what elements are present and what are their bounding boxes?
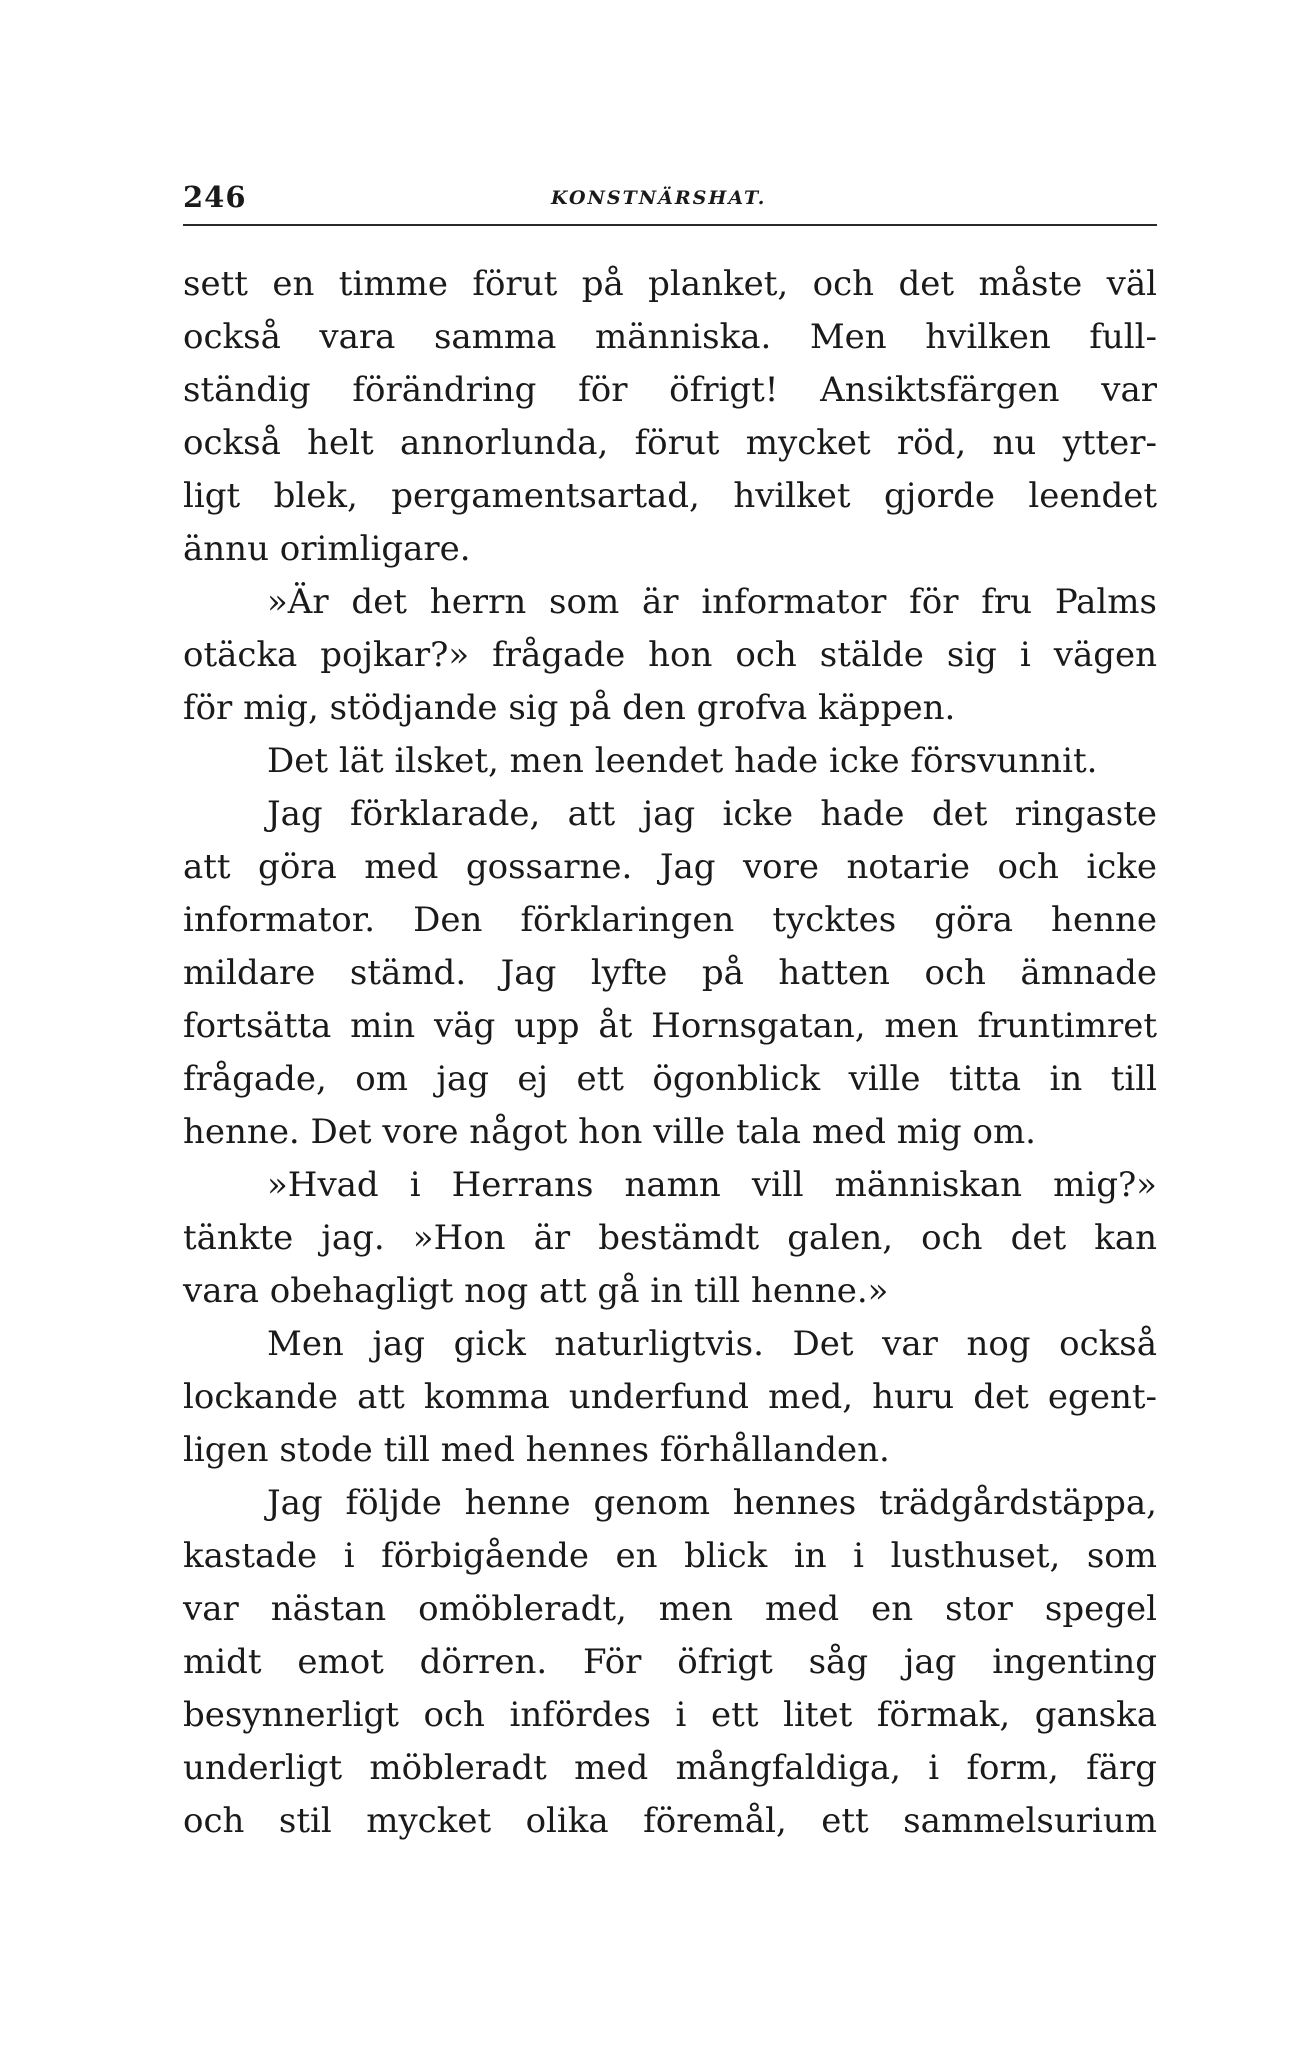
text-line: »Är det herrn som är informator för fru Palms (267, 582, 1157, 622)
text-line: ligt blek, pergamentsartad, hvilket gjorde leendet (183, 476, 1157, 516)
text-line: ständig förändring för öfrigt! Ansiktsfärgen var (183, 370, 1157, 410)
text-line: besynnerligt och infördes i ett litet förmak, ganska (183, 1695, 1157, 1735)
text-line: Jag följde henne genom hennes trädgårdstäppa, (267, 1483, 1157, 1523)
text-line: sett en timme förut på planket, och det måste väl (183, 264, 1157, 304)
text-line: lockande att komma underfund med, huru det egent- (183, 1377, 1157, 1417)
text-line: »Hvad i Herrans namn vill människan mig?» (267, 1165, 1157, 1205)
text-line: Jag förklarade, att jag icke hade det ringaste (267, 794, 1157, 834)
text-line: informator. Den förklaringen tycktes göra henne (183, 900, 1157, 940)
text-line: vara obehagligt nog att gå in till henne.» (183, 1271, 889, 1311)
text-line: mildare stämd. Jag lyfte på hatten och ämnade (183, 953, 1157, 993)
text-line: ännu orimligare. (183, 529, 471, 569)
text-line: Men jag gick naturligtvis. Det var nog också (267, 1324, 1157, 1364)
text-line: frågade, om jag ej ett ögonblick ville titta in till (183, 1059, 1157, 1099)
page-number: 246 (183, 180, 247, 214)
text-line: och stil mycket olika föremål, ett sammelsurium (183, 1801, 1157, 1841)
text-line: midt emot dörren. För öfrigt såg jag ingenting (183, 1642, 1157, 1682)
running-title: KONSTNÄRSHAT. (551, 187, 767, 209)
body-text (183, 258, 1157, 1848)
text-line: ligen stode till med hennes förhållanden. (183, 1430, 890, 1470)
text-line: fortsätta min väg upp åt Hornsgatan, men fruntimret (183, 1006, 1157, 1046)
text-line: att göra med gossarne. Jag vore notarie och icke (183, 847, 1157, 887)
text-line: kastade i förbigående en blick in i lusthuset, som (183, 1536, 1157, 1576)
text-line: Det lät ilsket, men leendet hade icke försvunnit. (267, 741, 1098, 781)
text-line: henne. Det vore något hon ville tala med mig om. (183, 1112, 1036, 1152)
text-line: underligt möbleradt med mångfaldiga, i form, färg (183, 1748, 1157, 1788)
text-line: också helt annorlunda, förut mycket röd, nu ytter- (183, 423, 1157, 463)
text-line: för mig, stödjande sig på den grofva käppen. (183, 688, 956, 728)
text-line: otäcka pojkar?» frågade hon och stälde sig i vägen (183, 635, 1157, 675)
text-line: var nästan omöbleradt, men med en stor spegel (183, 1589, 1157, 1629)
text-line: också vara samma människa. Men hvilken full- (183, 317, 1157, 357)
text-line: tänkte jag. »Hon är bestämdt galen, och det kan (183, 1218, 1157, 1258)
page-header (183, 180, 1157, 226)
